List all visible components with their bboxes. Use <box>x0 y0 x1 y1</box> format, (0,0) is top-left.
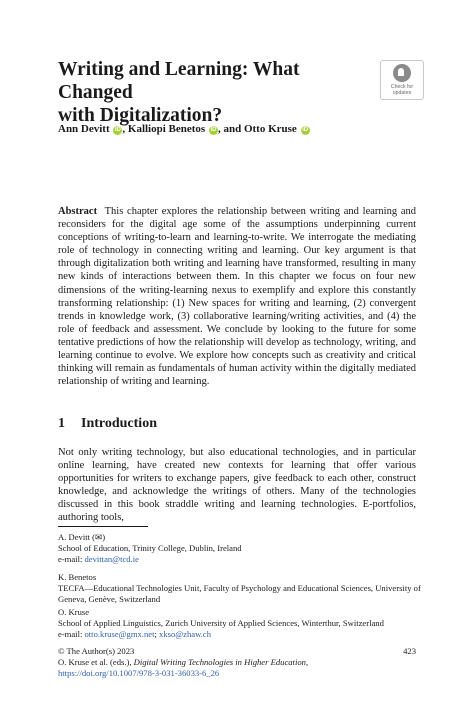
chapter-title-line-1: Writing and Learning: What Changed <box>58 59 300 103</box>
affiliation-email-row <box>58 554 428 565</box>
badge-line-2: updates <box>392 90 412 96</box>
author-separator: , and <box>217 123 244 135</box>
email-separator: ; <box>154 628 160 639</box>
abstract-label: Abstract <box>58 206 98 217</box>
intro-paragraph: Not only writing technology, but also educational technologies, and in particular online learning, have created new contexts for learning that offer various opportunities for writers to exchange papers, give feedback to each other, construct knowledge, and acknowledge the writings of others. Many of the technologies discussed in this book straddle writing and learning technologies. E-portfolios, authoring tools, <box>58 447 416 524</box>
affiliation-line: TECFA—Educational Technologies Unit, Faculty of Psychology and Educational Sciences, University of Geneva, Genève, Switzerland <box>58 582 421 604</box>
author-name: Kalliopi Benetos <box>127 123 206 135</box>
author-name: Ann Devitt <box>58 123 110 135</box>
orcid-icon[interactable]: iD <box>210 127 217 133</box>
affiliation-benetos <box>58 572 428 604</box>
affiliation-name: O. Kruse <box>58 607 90 617</box>
affiliation-line: School of Applied Linguistics, Zurich University of Applied Sciences, Winterthur, Switzerland <box>58 617 384 628</box>
section-heading <box>58 416 157 432</box>
affiliation-name: K. Benetos <box>58 572 97 582</box>
email-link[interactable]: devittan@tcd.ie <box>84 553 139 564</box>
page-number: 423 <box>403 646 416 656</box>
affiliation-line: School of Education, Trinity College, Dublin, Ireland <box>58 542 242 553</box>
badge-line-1: Check for <box>390 84 414 90</box>
chapter-title <box>58 58 368 127</box>
abstract <box>58 205 416 388</box>
orcid-icon[interactable]: iD <box>302 127 309 133</box>
affiliation-name: A. Devitt (✉) <box>58 532 106 542</box>
author-list <box>58 123 310 135</box>
section-title: Introduction <box>81 416 157 431</box>
book-title: Digital Writing Technologies in Higher Education <box>133 656 306 667</box>
abstract-text: This chapter explores the relationship between writing and learning and reconsiders for the digital age some of the assumptions underpinning current conceptions of writing-to-learn and learning-to-write. We interrogate the mediating role of technology in connecting writing and learning. Our key argument is that through digitalization both writing and learning have transformed, resulting in many new kinds of interactions between them. In this chapter we focus on four new dimensions of the writing-learning nexus to exemplify and explore this constantly transforming relationship: (1) New spaces for writing and learning, (2) convergent trends in knowledge work, (3) collaborative learning/writing activities, and (4) the role of feedback and assessment. We conclude by looking to the future for some tentative predictions of how the relationship will develop as technology, writing, and learning continue to evolve. We explore how concepts such as creativity and critical thinking will remain as fundamentals of human activity within the digitally mediated relationship of writing and learning. <box>58 206 417 388</box>
chapter-title-line-2: with Digitalization? <box>58 105 223 126</box>
citation-prefix: O. Kruse et al. (eds.), <box>58 656 134 667</box>
author-name: Otto Kruse <box>243 123 297 135</box>
section-number: 1 <box>58 416 65 431</box>
email-prefix: e-mail: <box>58 628 85 639</box>
page-footer <box>58 646 416 678</box>
email-link[interactable]: otto.kruse@gmx.net <box>84 628 155 639</box>
doi-link[interactable]: https://doi.org/10.1007/978-3-031-36033-6_26 <box>58 667 220 678</box>
footnote-divider <box>58 526 148 527</box>
copyright: © The Author(s) 2023 <box>58 646 135 656</box>
copyright-row <box>58 646 416 657</box>
doi-row <box>58 668 416 679</box>
check-for-updates-badge[interactable] <box>380 60 424 100</box>
author-separator: , <box>122 123 128 135</box>
affiliation-devitt <box>58 532 428 564</box>
citation-suffix: , <box>305 656 309 667</box>
email-prefix: e-mail: <box>58 553 85 564</box>
affiliation-kruse <box>58 607 428 639</box>
affiliation-email-row <box>58 629 428 640</box>
check-for-updates-icon <box>393 64 411 82</box>
orcid-icon[interactable]: iD <box>114 127 121 133</box>
citation <box>58 657 416 668</box>
email-link-secondary[interactable]: xkso@zhaw.ch <box>159 628 212 639</box>
check-for-updates-label <box>381 84 423 96</box>
